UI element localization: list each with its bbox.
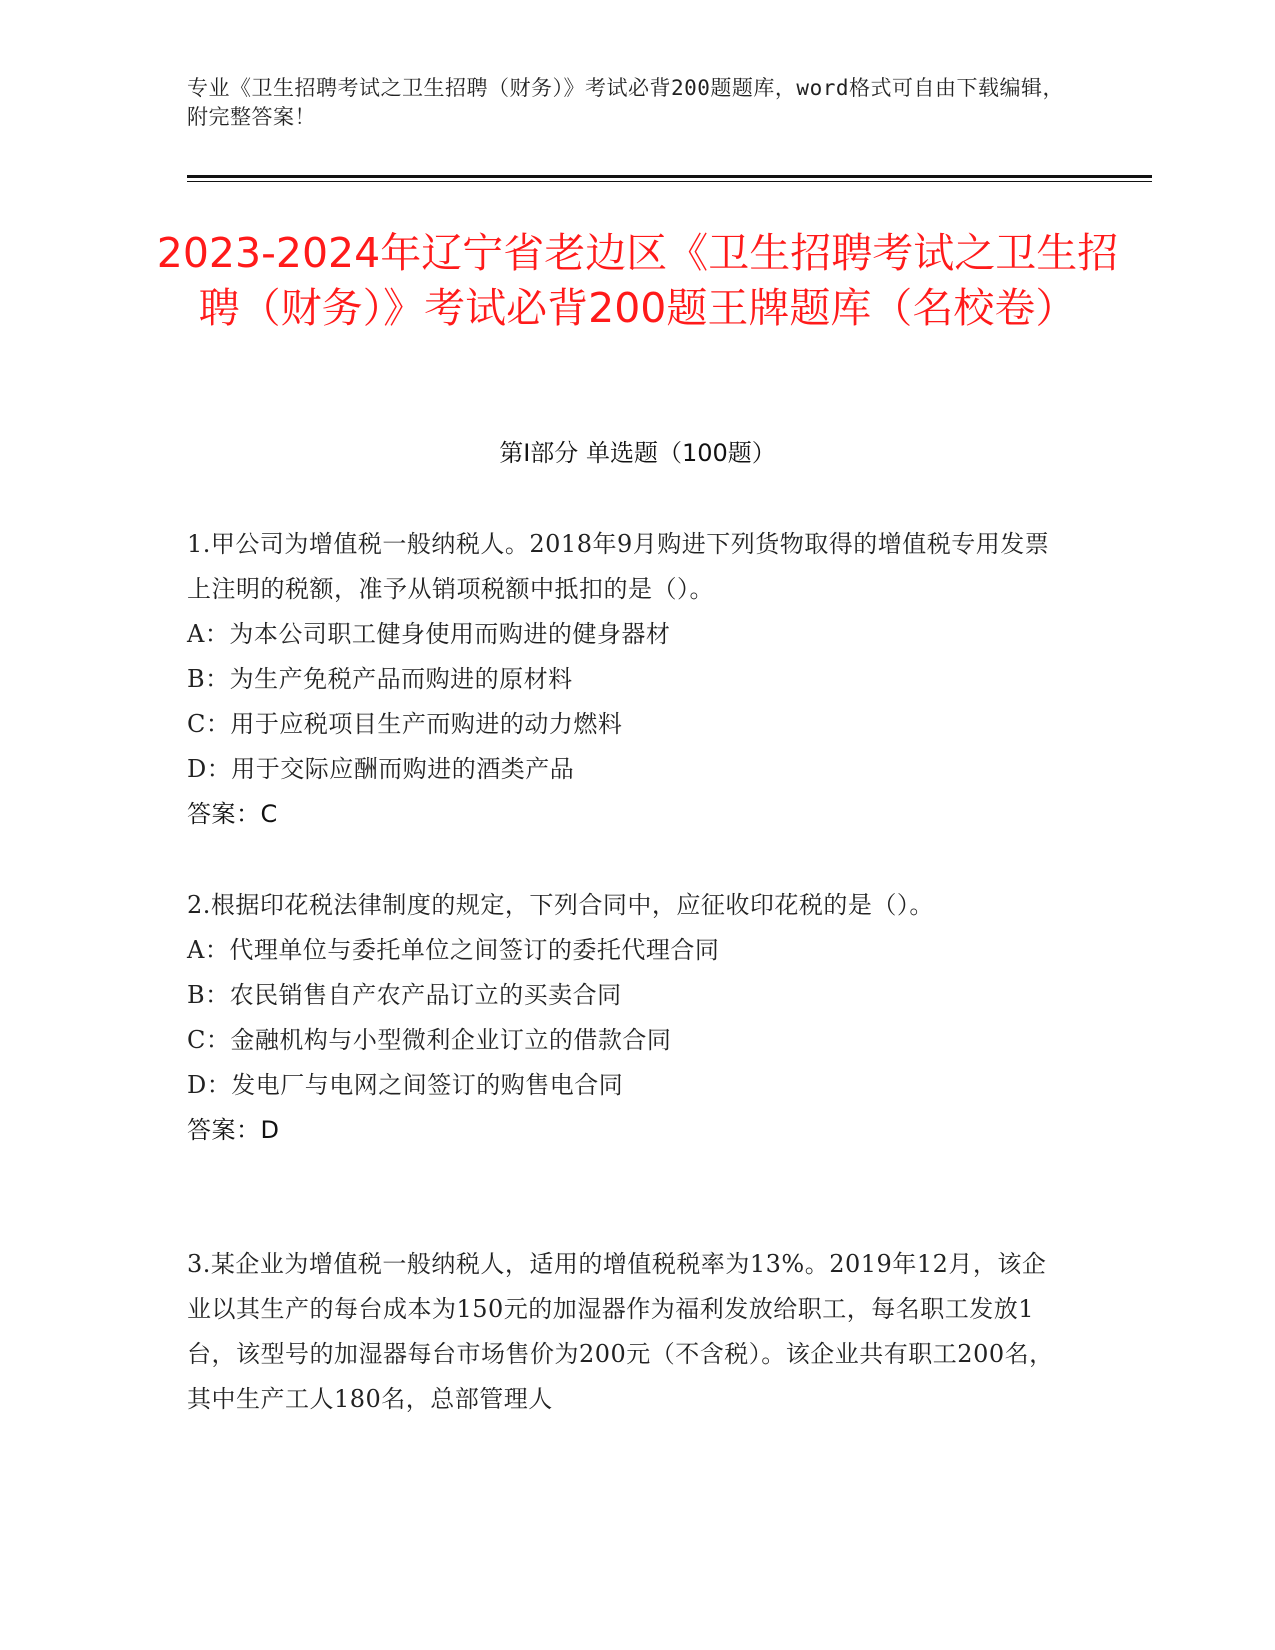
question-block (187, 1242, 1067, 1422)
option-a: A：为本公司职工健身使用而购进的健身器材 (187, 620, 671, 648)
question-block (187, 883, 1067, 1153)
option-c: C：用于应税项目生产而购进的动力燃料 (187, 710, 623, 738)
option-b: B：为生产免税产品而购进的原材料 (187, 665, 573, 693)
question-stem: 2.根据印花税法律制度的规定，下列合同中，应征收印花税的是（）。 (187, 891, 934, 919)
header-note: 专业《卫生招聘考试之卫生招聘（财务）》考试必背200题题库，word格式可自由下载编辑，附完整答案！ (187, 76, 1064, 129)
question-stem: 3.某企业为增值税一般纳税人，适用的增值税税率为13%。2019年12月，该企业以其生产的每台成本为150元的加湿器作为福利发放给职工，每名职工发放1台，该型号的加湿器每台市场售价为200元（不含税）。该企业共有职工200名，其中生产工人180名，总部管理人 (187, 1250, 1054, 1413)
question-block (187, 522, 1067, 837)
document-title: 2023-2024年辽宁省老边区《卫生招聘考试之卫生招聘（财务）》考试必背200题王牌题库（名校卷） (156, 229, 1119, 332)
question-stem: 1.甲公司为增值税一般纳税人。2018年9月购进下列货物取得的增值税专用发票上注明的税额，准予从销项税额中抵扣的是（）。 (187, 530, 1050, 603)
option-b: B：农民销售自产农产品订立的买卖合同 (187, 981, 622, 1009)
section-heading: 第Ⅰ部分 单选题（100题） (499, 439, 776, 467)
option-d: D：发电厂与电网之间签订的购售电合同 (187, 1071, 624, 1099)
option-c: C：金融机构与小型微利企业订立的借款合同 (187, 1026, 672, 1054)
header-divider-thin (187, 181, 1152, 182)
header-divider-thick (187, 175, 1152, 178)
option-d: D：用于交际应酬而购进的酒类产品 (187, 755, 575, 783)
option-a: A：代理单位与委托单位之间签订的委托代理合同 (187, 936, 720, 964)
answer-line: 答案：C (187, 800, 278, 828)
answer-line: 答案：D (187, 1116, 280, 1144)
